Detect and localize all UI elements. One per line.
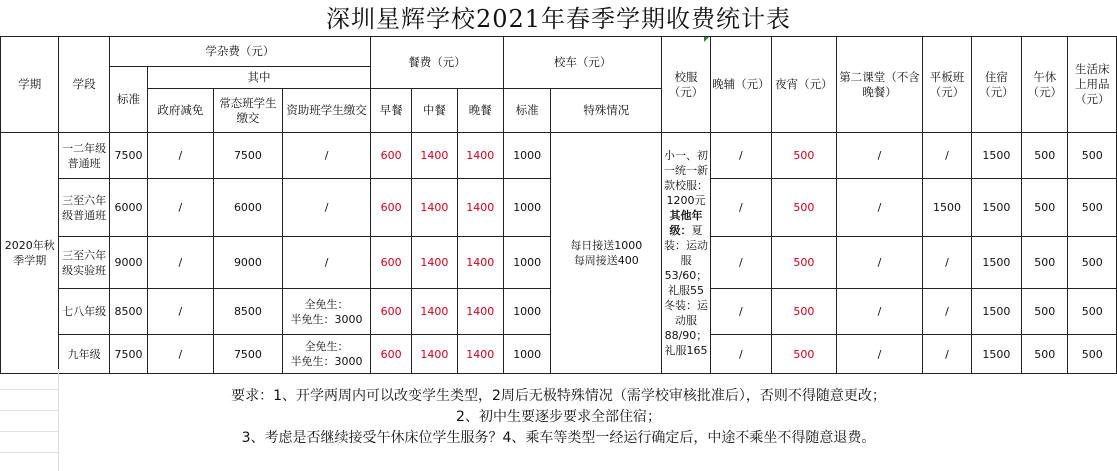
header-meal-fee: 餐费（元） [370, 37, 503, 89]
note-line: 3、考虑是否继续接受午休床位学生服务？4、乘车等类型一经运行确定后，中途不乘坐不得随意退费。 [241, 430, 876, 446]
bed-cell: 500 [1068, 179, 1117, 237]
bus-cell: 1000 [504, 289, 551, 335]
boarding-cell: 1500 [971, 335, 1021, 374]
boarding-cell: 1500 [971, 237, 1021, 289]
gov-cell: / [148, 335, 214, 374]
header-uniform: 校服（元） [662, 37, 710, 133]
header-second-class: 第二课堂（不含晚餐） [836, 37, 923, 133]
stage-cell: 三至六年级实验班 [59, 237, 109, 289]
breakfast-cell: 600 [370, 179, 411, 237]
evening-cell: / [710, 237, 771, 289]
table-body [1, 133, 1117, 374]
uniform-note-prices: 夏装：运动服53/60；礼服55 冬装：运动服88/90；礼服165 [663, 224, 708, 357]
lunch-cell: 1400 [412, 237, 457, 289]
uniform-cell [662, 133, 710, 374]
standard-cell: 8500 [109, 289, 147, 335]
nap-cell: 500 [1022, 237, 1068, 289]
header-night-snack: 夜宵（元） [772, 37, 837, 133]
uniform-note-new: 小一、初一统一新款校服：1200元 [663, 149, 708, 207]
page-title: 深圳星辉学校2021年春季学期收费统计表 [325, 5, 792, 33]
tablet-cell: / [923, 237, 971, 289]
night-cell: 500 [772, 237, 837, 289]
table-row [1, 133, 1117, 179]
bus-cell: 1000 [504, 133, 551, 179]
nap-cell: 500 [1022, 133, 1068, 179]
bus-cell: 1000 [504, 335, 551, 374]
table-header [1, 37, 1117, 133]
boarding-cell: 1500 [971, 179, 1021, 237]
dinner-cell: 1400 [457, 237, 503, 289]
uniform-note-other-grades: 其他年级： [669, 209, 703, 237]
evening-cell: / [710, 289, 771, 335]
header-bus-standard: 标准 [504, 89, 551, 133]
regular-cell: 8500 [213, 289, 283, 335]
second-cell: / [836, 133, 923, 179]
header-misc-fee: 学杂费（元） [109, 37, 370, 67]
header-breakfast: 早餐 [370, 89, 411, 133]
gov-cell: / [148, 179, 214, 237]
gov-cell: / [148, 289, 214, 335]
second-cell: / [836, 179, 923, 237]
evening-cell: / [710, 335, 771, 374]
header-stage: 学段 [59, 37, 109, 133]
second-cell: / [836, 289, 923, 335]
header-gov-reduction: 政府减免 [148, 89, 214, 133]
subsidized-cell: 全免生： 半免生：3000 [283, 289, 371, 335]
dinner-cell: 1400 [457, 335, 503, 374]
header-boarding: 住宿（元） [971, 37, 1021, 133]
tablet-cell: / [923, 335, 971, 374]
header-lunch: 中餐 [412, 89, 457, 133]
gov-cell: / [148, 237, 214, 289]
regular-cell: 6000 [213, 179, 283, 237]
subsidized-cell: / [283, 133, 371, 179]
header-misc-standard: 标准 [109, 67, 147, 133]
night-cell: 500 [772, 289, 837, 335]
lunch-cell: 1400 [412, 133, 457, 179]
header-tablet-class: 平板班（元） [923, 37, 971, 133]
header-regular-class: 常态班学生缴交 [213, 89, 283, 133]
dinner-cell: 1400 [457, 179, 503, 237]
header-bus: 校车（元） [504, 37, 662, 89]
stage-cell: 三至六年级普通班 [59, 179, 109, 237]
dinner-cell: 1400 [457, 133, 503, 179]
standard-cell: 9000 [109, 237, 147, 289]
header-subsidized-class: 资助班学生缴交 [283, 89, 371, 133]
header-special: 特殊情况 [551, 89, 662, 133]
bus-special-cell: 每日接送1000 每周接送400 [551, 133, 662, 374]
bed-cell: 500 [1068, 289, 1117, 335]
breakfast-cell: 600 [370, 133, 411, 179]
header-bed-supplies: 生活床上用品（元） [1068, 37, 1117, 133]
nap-cell: 500 [1022, 179, 1068, 237]
header-term: 学期 [1, 37, 59, 133]
lunch-cell: 1400 [412, 335, 457, 374]
fee-table [0, 36, 1117, 374]
note-line: 2、初中生要逐步要求全部住宿； [456, 409, 661, 425]
regular-cell: 7500 [213, 133, 283, 179]
evening-cell: / [710, 133, 771, 179]
subsidized-cell: / [283, 237, 371, 289]
note-line: 要求：1、开学两周内可以改变学生类型，2周后无极特殊情况（需学校审核批准后），否则不得随意更改； [231, 388, 886, 404]
gov-cell: / [148, 133, 214, 179]
regular-cell: 7500 [213, 335, 283, 374]
header-evening-tutor: 晚辅（元） [710, 37, 771, 133]
night-cell: 500 [772, 133, 837, 179]
nap-cell: 500 [1022, 335, 1068, 374]
breakfast-cell: 600 [370, 335, 411, 374]
second-cell: / [836, 335, 923, 374]
breakfast-cell: 600 [370, 237, 411, 289]
stage-cell: 九年级 [59, 335, 109, 374]
bed-cell: 500 [1068, 237, 1117, 289]
dinner-cell: 1400 [457, 289, 503, 335]
standard-cell: 6000 [109, 179, 147, 237]
evening-cell: / [710, 179, 771, 237]
tablet-cell: 1500 [923, 179, 971, 237]
nap-cell: 500 [1022, 289, 1068, 335]
bus-cell: 1000 [504, 237, 551, 289]
header-dinner: 晚餐 [457, 89, 503, 133]
standard-cell: 7500 [109, 335, 147, 374]
bed-cell: 500 [1068, 133, 1117, 179]
term-cell: 2020年秋季学期 [1, 133, 59, 374]
tablet-cell: / [923, 133, 971, 179]
boarding-cell: 1500 [971, 289, 1021, 335]
subsidized-cell: / [283, 179, 371, 237]
standard-cell: 7500 [109, 133, 147, 179]
stage-cell: 七八年级 [59, 289, 109, 335]
bed-cell: 500 [1068, 335, 1117, 374]
tablet-cell: / [923, 289, 971, 335]
header-of-which: 其中 [148, 67, 371, 89]
night-cell: 500 [772, 335, 837, 374]
lunch-cell: 1400 [412, 289, 457, 335]
night-cell: 500 [772, 179, 837, 237]
regular-cell: 9000 [213, 237, 283, 289]
lunch-cell: 1400 [412, 179, 457, 237]
subsidized-cell: 全免生： 半免生：3000 [283, 335, 371, 374]
notes-block [0, 386, 1117, 449]
header-nap: 午休（元） [1022, 37, 1068, 133]
boarding-cell: 1500 [971, 133, 1021, 179]
breakfast-cell: 600 [370, 289, 411, 335]
stage-cell: 一二年级普通班 [59, 133, 109, 179]
bus-cell: 1000 [504, 179, 551, 237]
second-cell: / [836, 237, 923, 289]
